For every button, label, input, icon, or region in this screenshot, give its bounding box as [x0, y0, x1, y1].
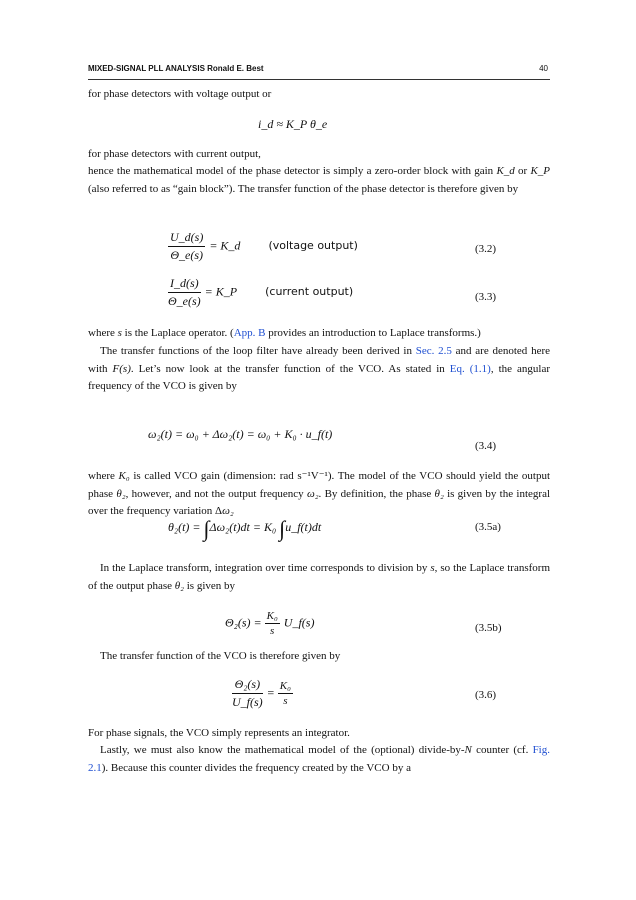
- equation-number-3-5b: (3.5b): [475, 622, 502, 634]
- text-run: . By definition, the phase: [318, 487, 435, 500]
- page-number: 40: [539, 64, 548, 73]
- header-rule: [88, 79, 550, 80]
- math-omega2: ω₂: [306, 487, 319, 500]
- math-s: s: [430, 562, 435, 574]
- text-run: hence the mathematical model of the phase detector is simply a zero-order block with gain: [88, 165, 497, 177]
- denominator: Θ_e(s): [168, 294, 201, 308]
- text-run: (also referred to as “gain block”). The transfer function of the phase detector is therefore given by: [88, 182, 519, 195]
- equation-number-3-3: (3.3): [475, 291, 497, 303]
- fraction: [278, 680, 293, 707]
- numerator: I_d(s): [168, 276, 201, 293]
- equation-label: (current output): [265, 285, 354, 299]
- integral-sign: ∫: [203, 516, 210, 541]
- paragraph-10: [88, 742, 550, 777]
- denominator: s: [270, 625, 275, 637]
- paragraph-5: [88, 343, 550, 396]
- denominator: U_f(s): [232, 695, 263, 709]
- paragraph-7: [88, 560, 550, 595]
- equation-3-6: [232, 677, 297, 710]
- equation-3-4-text: ω₂(t) = ω₀ + Δω₂(t) = ω₀ + K₀ · u_f(t): [148, 427, 333, 441]
- math-s: s: [117, 327, 122, 339]
- denominator: Θ_e(s): [170, 248, 203, 262]
- text-run: Lastly, we must also know the mathematical model of the (optional) divide-by-: [100, 744, 465, 756]
- text-run: , so the Laplace transform of the output phase: [88, 562, 551, 592]
- fraction: [168, 276, 201, 309]
- equation-rhs: U_f(s): [283, 615, 315, 630]
- text-run: and are denoted here with: [88, 345, 550, 375]
- text-run: or: [514, 165, 531, 177]
- paragraph-3: [88, 163, 550, 198]
- equation-id-text: i_d ≈ K_P θ_e: [258, 117, 328, 131]
- math-theta2: θ₂: [434, 487, 444, 500]
- link-sec-2-5[interactable]: Sec. 2.5: [415, 345, 452, 357]
- equation-number-3-5a: (3.5a): [475, 521, 501, 533]
- equation-3-5a: [168, 516, 321, 542]
- math-theta2: θ₂: [116, 487, 126, 500]
- math-n: N: [464, 744, 472, 756]
- numerator: K₀: [266, 610, 278, 622]
- text-run: is given by: [184, 579, 236, 592]
- math-fs: F(s): [112, 362, 131, 375]
- numerator: U_d(s): [168, 230, 205, 247]
- paragraph-9: For phase signals, the VCO simply represents an integrator.: [88, 727, 350, 739]
- header-title: MIXED-SIGNAL PLL ANALYSIS Ronald E. Best: [88, 64, 264, 73]
- math-kd: K_d: [496, 165, 515, 177]
- paragraph-2: for phase detectors with current output,: [88, 148, 261, 160]
- text-run: where: [88, 470, 119, 482]
- equation-middle: Δω₂(t)dt = K₀: [209, 520, 277, 534]
- equation-3-3: [168, 276, 353, 309]
- paragraph-8: The transfer function of the VCO is therefore given by: [100, 650, 341, 662]
- text-run: provides an introduction to Laplace transforms.): [265, 327, 481, 339]
- equation-lhs: Θ₂(s) =: [225, 615, 262, 630]
- fraction: [168, 230, 205, 263]
- equation-number-3-2: (3.2): [475, 243, 497, 255]
- equation-3-4: [148, 427, 332, 442]
- equation-3-5b: [225, 610, 314, 637]
- text-run: , however, and not the output frequency: [125, 487, 307, 500]
- math-k0: K₀: [118, 470, 130, 482]
- fraction: [265, 610, 280, 637]
- equation-id: [258, 117, 327, 132]
- text-run: . Let’s now look at the transfer function of the VCO. As stated in: [130, 362, 450, 375]
- equation-rhs: = K_P: [204, 284, 238, 299]
- numerator: K₀: [279, 680, 291, 692]
- text-run: is the Laplace operator. (: [121, 327, 234, 339]
- equation-3-2: [168, 230, 358, 263]
- paragraph-1: for phase detectors with voltage output or: [88, 88, 272, 100]
- paragraph-6: [88, 468, 550, 521]
- text-run: ). Because this counter divides the frequency created by the VCO by a: [101, 761, 411, 774]
- equation-rhs: u_f(t)dt: [285, 520, 322, 534]
- numerator: Θ₂(s): [232, 677, 263, 694]
- equation-number-3-4: (3.4): [475, 440, 497, 452]
- denominator: s: [283, 695, 288, 707]
- equation-lhs: θ₂(t) =: [168, 520, 201, 534]
- equation-number-3-6: (3.6): [475, 689, 497, 701]
- text-run: is given by the integral over the frequency variation Δ: [88, 487, 551, 517]
- math-kp: K_P: [530, 165, 550, 177]
- link-fig-2-1[interactable]: Fig. 2.1: [88, 744, 550, 774]
- equals-sign: =: [266, 685, 275, 700]
- math-theta2: θ₂: [174, 579, 184, 592]
- text-run: where: [88, 327, 118, 339]
- paragraph-4: [88, 325, 550, 343]
- fraction: [232, 677, 263, 710]
- link-eq-1-1[interactable]: Eq. (1.1): [449, 362, 491, 375]
- equation-label: (voltage output): [268, 239, 358, 253]
- text-run: counter (cf.: [471, 744, 533, 756]
- equation-rhs: = K_d: [209, 238, 241, 253]
- running-header: [88, 64, 548, 78]
- text-run: , the angular frequency of the VCO is given by: [88, 362, 550, 392]
- link-app-b[interactable]: App. B: [233, 327, 266, 339]
- text-run: is called VCO gain (dimension: rad s⁻¹V⁻¹). The model of the VCO should yield the output phase: [88, 470, 550, 500]
- math-omega2: ω₂: [222, 505, 234, 517]
- text-run: The transfer functions of the loop filter have already been derived in: [100, 345, 416, 357]
- integral-sign: ∫: [279, 516, 286, 541]
- text-run: In the Laplace transform, integration over time corresponds to division by: [100, 562, 431, 574]
